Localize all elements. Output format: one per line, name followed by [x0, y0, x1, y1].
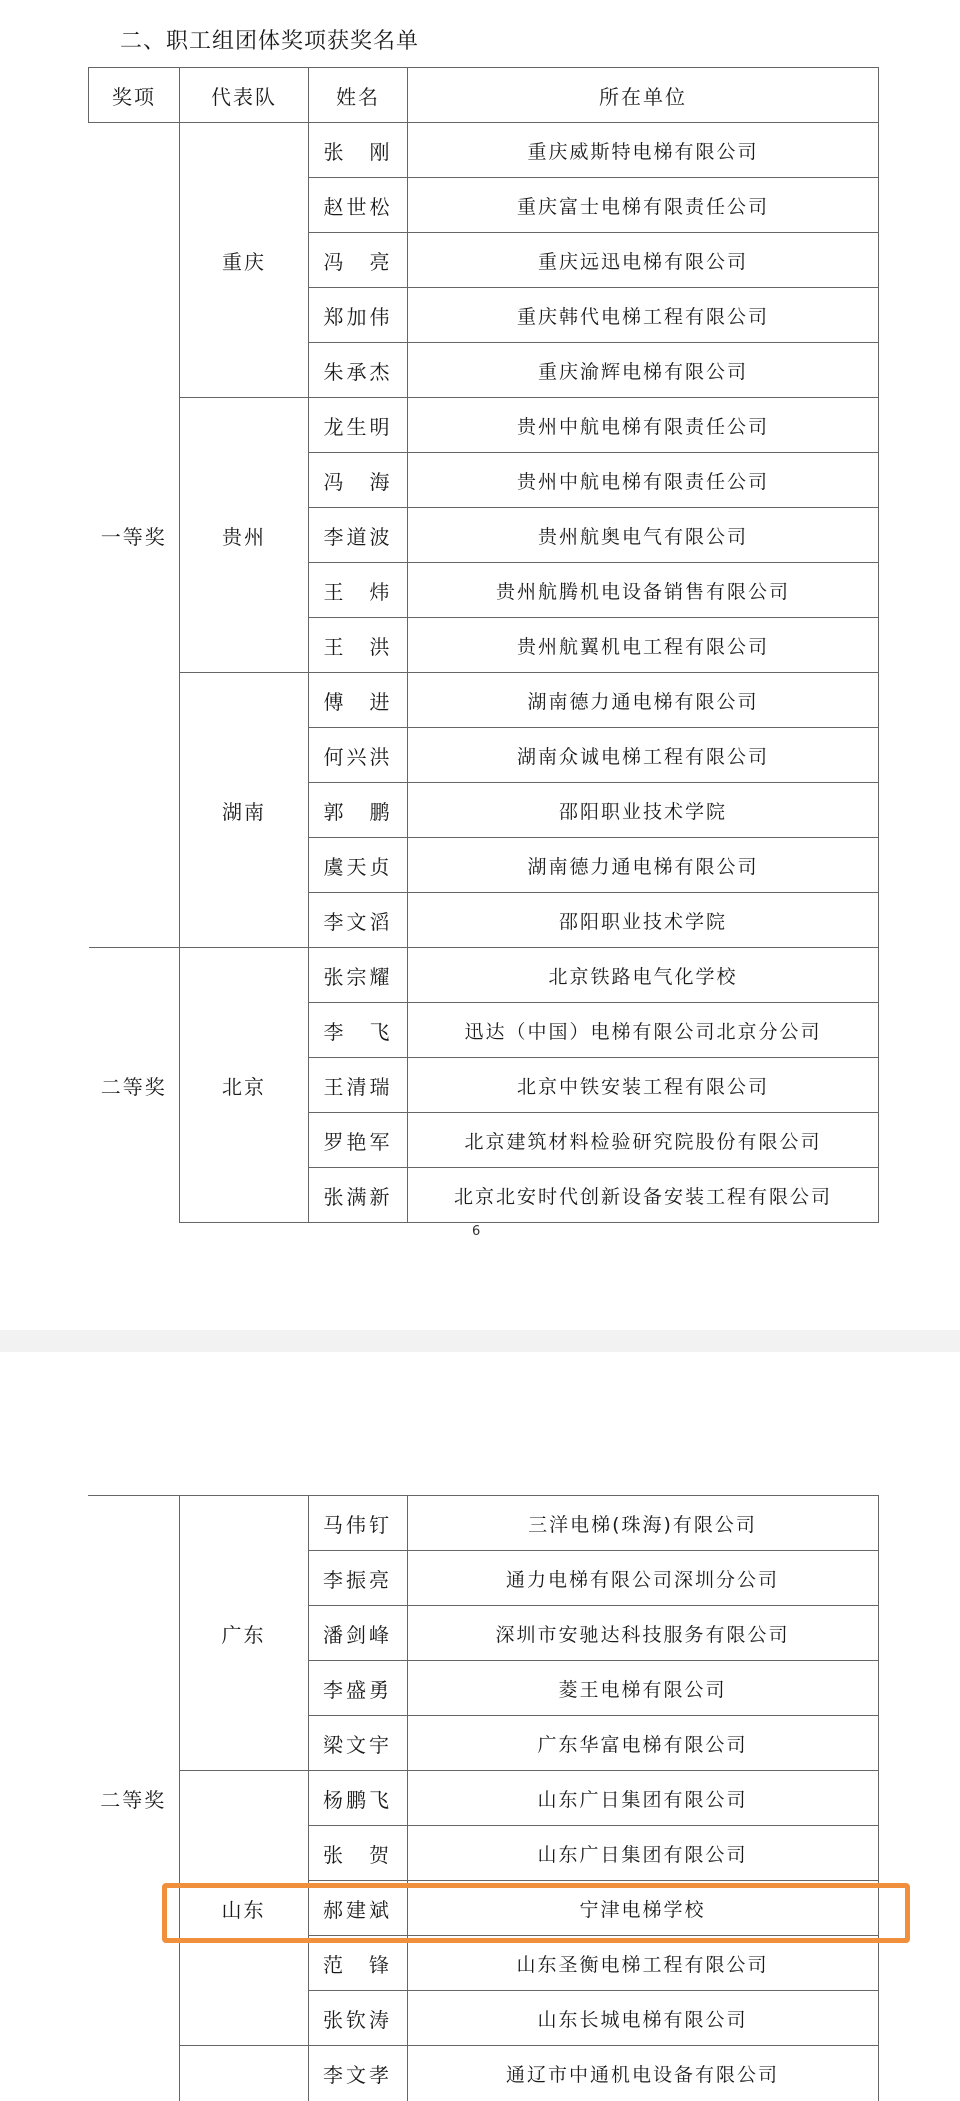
team-cell: 广东	[179, 1496, 308, 1771]
name-cell: 王 炜	[309, 563, 408, 618]
highlight-box	[162, 1883, 910, 1943]
unit-cell: 山东长城电梯有限公司	[407, 1991, 878, 2046]
unit-cell: 迅达（中国）电梯有限公司北京分公司	[408, 1003, 879, 1058]
unit-cell: 北京中铁安装工程有限公司	[408, 1058, 879, 1113]
name-cell: 张宗耀	[309, 948, 408, 1003]
unit-cell: 重庆渝辉电梯有限公司	[408, 343, 879, 398]
name-cell: 王清瑞	[309, 1058, 408, 1113]
team-cell: 贵州	[180, 398, 309, 673]
name-cell: 杨鹏飞	[308, 1771, 407, 1826]
name-cell: 王 洪	[309, 618, 408, 673]
unit-cell: 菱王电梯有限公司	[407, 1661, 878, 1716]
name-cell: 李文滔	[309, 893, 408, 948]
prize-cell: 二等奖	[89, 948, 180, 1223]
table-row	[89, 948, 879, 1003]
section-heading: 二、职工组团体奖项获奖名单	[120, 29, 420, 54]
unit-cell: 湖南德力通电梯有限公司	[408, 838, 879, 893]
table-row	[89, 673, 879, 728]
name-cell: 龙生明	[309, 398, 408, 453]
team-cell: 北京	[180, 948, 309, 1223]
team-cell: 湖南	[180, 673, 309, 948]
unit-cell: 重庆富士电梯有限责任公司	[408, 178, 879, 233]
unit-cell: 贵州航翼机电工程有限公司	[408, 618, 879, 673]
unit-cell: 通力电梯有限公司深圳分公司	[407, 1551, 878, 1606]
name-cell: 潘剑峰	[308, 1606, 407, 1661]
unit-cell: 北京建筑材料检验研究院股份有限公司	[408, 1113, 879, 1168]
name-cell: 冯 亮	[309, 233, 408, 288]
name-cell: 赵世松	[309, 178, 408, 233]
table-row	[88, 1496, 878, 1551]
unit-cell: 贵州中航电梯有限责任公司	[408, 453, 879, 508]
team-cell	[179, 2046, 308, 2101]
unit-cell: 重庆韩代电梯工程有限公司	[408, 288, 879, 343]
table-row	[89, 123, 879, 178]
team-cell: 山东	[179, 1771, 308, 2046]
unit-cell: 贵州航奥电气有限公司	[408, 508, 879, 563]
header-prize: 奖项	[89, 68, 180, 123]
name-cell: 虞天贞	[309, 838, 408, 893]
name-cell: 郝建斌	[308, 1881, 407, 1936]
header-unit: 所在单位	[408, 68, 879, 123]
name-cell: 张钦涛	[308, 1991, 407, 2046]
team-cell: 重庆	[180, 123, 309, 398]
name-cell: 李盛勇	[308, 1661, 407, 1716]
name-cell: 冯 海	[309, 453, 408, 508]
award-table-page2	[88, 1495, 879, 2101]
name-cell: 张 刚	[309, 123, 408, 178]
unit-cell: 山东圣衡电梯工程有限公司	[407, 1936, 878, 1991]
unit-cell: 邵阳职业技术学院	[408, 893, 879, 948]
unit-cell: 重庆远迅电梯有限公司	[408, 233, 879, 288]
header-team: 代表队	[180, 68, 309, 123]
name-cell: 李文孝	[308, 2046, 407, 2101]
name-cell: 李 飞	[309, 1003, 408, 1058]
unit-cell: 邵阳职业技术学院	[408, 783, 879, 838]
name-cell: 郑加伟	[309, 288, 408, 343]
page-separator	[0, 1330, 960, 1352]
table-row	[88, 2046, 878, 2101]
table-row	[88, 1771, 878, 1826]
unit-cell: 北京北安时代创新设备安装工程有限公司	[408, 1168, 879, 1223]
name-cell: 罗艳军	[309, 1113, 408, 1168]
page-number: 6	[472, 1224, 481, 1239]
name-cell: 张 贺	[308, 1826, 407, 1881]
unit-cell: 深圳市安驰达科技服务有限公司	[407, 1606, 878, 1661]
unit-cell: 湖南德力通电梯有限公司	[408, 673, 879, 728]
table-row	[89, 398, 879, 453]
name-cell: 李道波	[309, 508, 408, 563]
name-cell: 梁文宇	[308, 1716, 407, 1771]
unit-cell: 重庆威斯特电梯有限公司	[408, 123, 879, 178]
unit-cell: 宁津电梯学校	[407, 1881, 878, 1936]
name-cell: 何兴洪	[309, 728, 408, 783]
name-cell: 朱承杰	[309, 343, 408, 398]
unit-cell: 山东广日集团有限公司	[407, 1826, 878, 1881]
unit-cell: 三洋电梯(珠海)有限公司	[407, 1496, 878, 1551]
name-cell: 李振亮	[308, 1551, 407, 1606]
name-cell: 张满新	[309, 1168, 408, 1223]
name-cell: 郭 鹏	[309, 783, 408, 838]
header-name: 姓名	[309, 68, 408, 123]
unit-cell: 贵州中航电梯有限责任公司	[408, 398, 879, 453]
unit-cell: 湖南众诚电梯工程有限公司	[408, 728, 879, 783]
table-header-row	[89, 68, 879, 123]
prize-cell: 一等奖	[89, 123, 180, 948]
name-cell: 马伟钉	[308, 1496, 407, 1551]
name-cell: 傅 进	[309, 673, 408, 728]
unit-cell: 广东华富电梯有限公司	[407, 1716, 878, 1771]
unit-cell: 北京铁路电气化学校	[408, 948, 879, 1003]
prize-cell: 二等奖	[88, 1496, 179, 2101]
award-table-page1	[88, 67, 879, 1223]
name-cell: 范 锋	[308, 1936, 407, 1991]
unit-cell: 贵州航腾机电设备销售有限公司	[408, 563, 879, 618]
unit-cell: 通辽市中通机电设备有限公司	[407, 2046, 878, 2101]
unit-cell: 山东广日集团有限公司	[407, 1771, 878, 1826]
